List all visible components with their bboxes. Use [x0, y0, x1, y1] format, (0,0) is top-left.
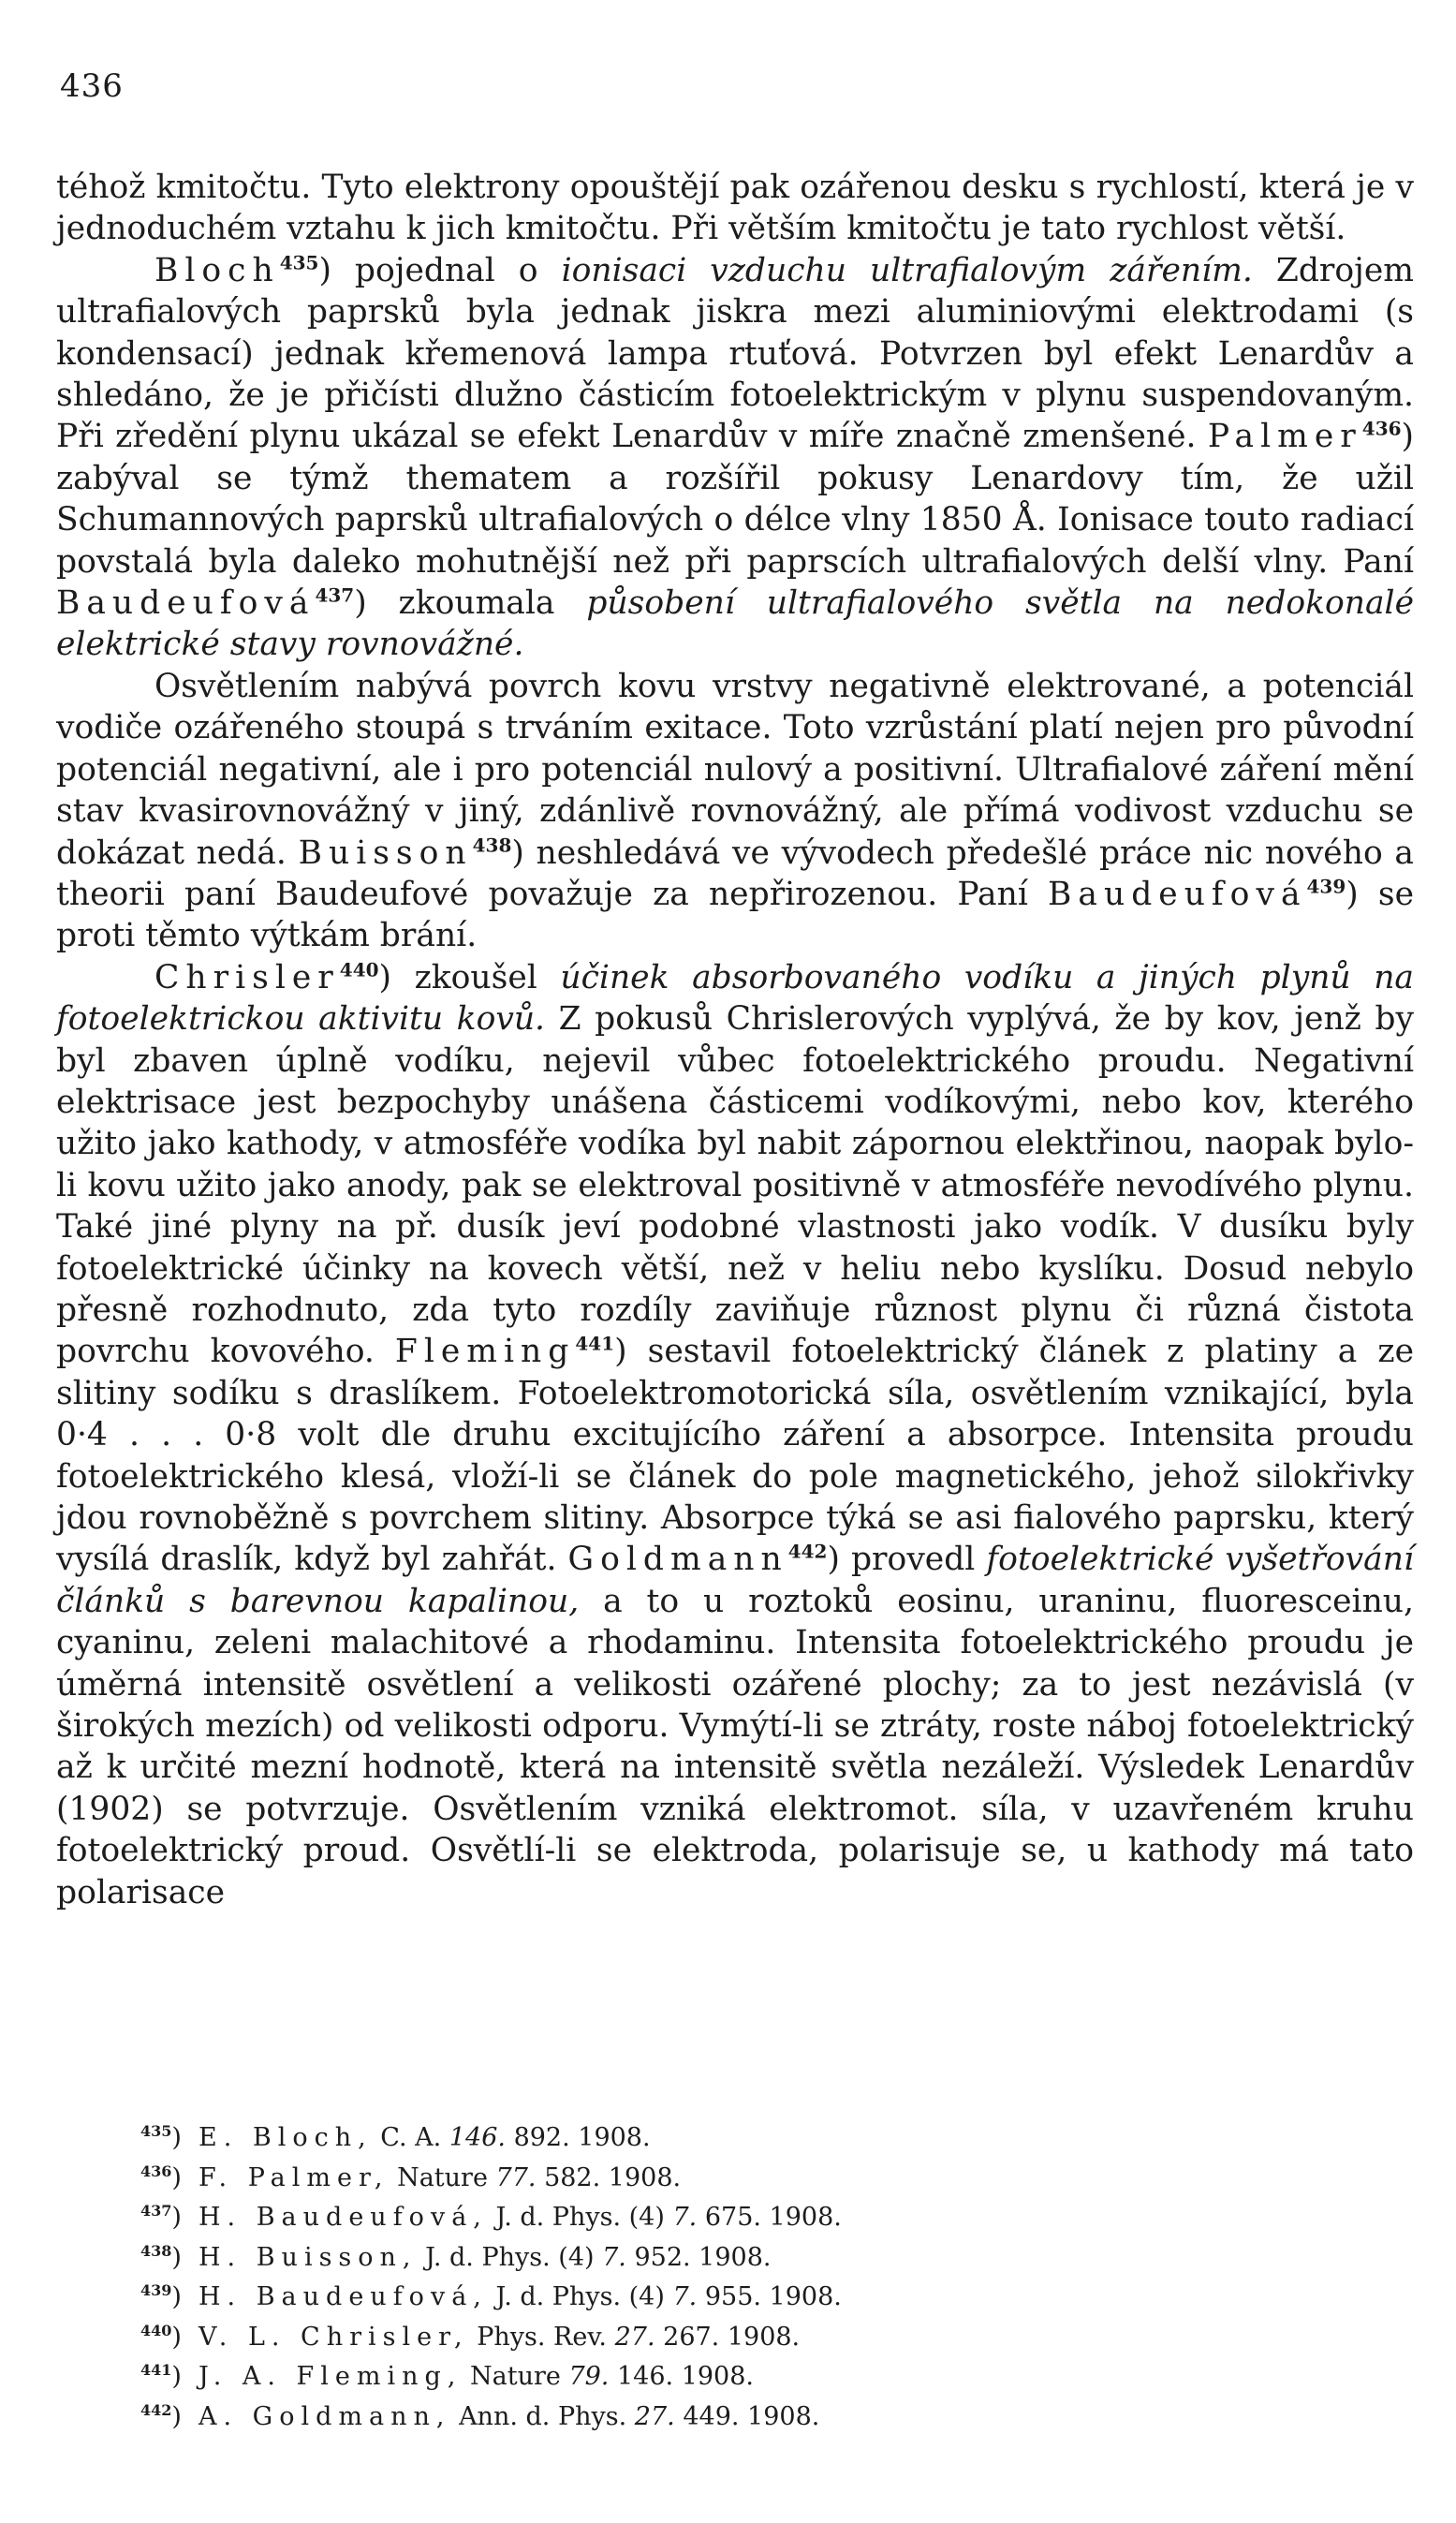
- footnote-number: 441: [140, 2361, 172, 2379]
- paragraph-2: [56, 250, 1414, 666]
- author-name: Chrisler: [154, 958, 340, 996]
- footnote-rest: 582. 1908.: [544, 2162, 682, 2192]
- footnote-author: A. Goldmann,: [199, 2401, 451, 2431]
- footnote-rest: 675. 1908.: [704, 2203, 842, 2232]
- footnote-volume: 7.: [602, 2242, 626, 2272]
- footnote-author: J. A. Fleming,: [199, 2362, 463, 2391]
- footnote-item: $^{441}$) J. A. Fleming, Nature 79. 146. 1908.: [140, 2361, 754, 2391]
- footnote-ref: 438: [472, 834, 512, 856]
- footnote-item: $^{435}$) E. Bloch, C. A. 146. 892. 1908.: [140, 2122, 651, 2152]
- footnote-ref: 441: [575, 1332, 615, 1355]
- footnote-volume: 77.: [495, 2162, 537, 2192]
- footnote-source: Phys. Rev.: [477, 2322, 607, 2352]
- emphasis-title: ionisaci vzduchu ultrafialovým zářením.: [561, 251, 1253, 289]
- footnote-item: $^{440}$) V. L. Chrisler, Phys. Rev. 27. 267. 1908.: [140, 2321, 801, 2352]
- text-run: ) zkoušel: [378, 958, 561, 996]
- footnote-number: 435: [140, 2122, 172, 2140]
- footnote-ref: 436: [1361, 417, 1402, 440]
- author-name: Bloch: [154, 251, 280, 289]
- footnote-volume: 7.: [672, 2203, 698, 2232]
- emphasis-title: fotoelektrické vyšetřování článků s barevnou kapalinou,: [56, 1541, 1414, 1620]
- footnote-volume: 27.: [634, 2401, 675, 2431]
- footnote-author: H. Baudeufová,: [199, 2203, 488, 2232]
- footnote-item: $^{436}$) F. Palmer, Nature 77. 582. 1908.: [140, 2162, 682, 2192]
- footnote-author: E. Bloch,: [199, 2123, 373, 2152]
- text-run: ) provedl: [827, 1541, 987, 1579]
- footnote-number: 442: [140, 2400, 172, 2419]
- text-run: ) zkoumala: [354, 584, 587, 623]
- footnote-rest: 955. 1908.: [704, 2282, 842, 2311]
- footnote-source: J. d. Phys. (4): [495, 2203, 665, 2232]
- footnote-author: V. L. Chrisler,: [199, 2322, 469, 2352]
- footnote-author: H. Buisson,: [199, 2242, 418, 2272]
- emphasis-title: působení ultrafialového světla na nedokonalé elektrické stavy rovnovážné.: [56, 584, 1415, 664]
- text-run: ) neshledává ve vývodech předešlé práce nic nového a theorii paní Baudeufové považuje za nepřirozenou. Paní: [56, 834, 1414, 913]
- text-run: Zdrojem ultrafialových paprsků byla jednak jiskra mezi aluminiovými elektrodami (s kondensací) jednak křemenová lampa rtuťová. Potvrzen byl efekt Lenardův a shledáno, že je přičísti dlužno částicím fotoelektrickým v plynu suspendovaným. Při zředění plynu ukázal se efekt Lenardův v míře značně zmenšené.: [56, 251, 1414, 456]
- author-name: Buisson: [298, 834, 473, 872]
- footnote-rest: 449. 1908.: [683, 2401, 820, 2431]
- text-run: ) se proti těmto výtkám brání.: [56, 875, 1414, 955]
- footnote-ref: 437: [315, 583, 355, 607]
- footnote-rest: 146. 1908.: [617, 2362, 754, 2391]
- text-run: ) zabýval se týmž thematem a rozšířil pokusy Lenardovy tím, že užil Schumannových paprsků ultrafialových o délce vlny 1850 Å. Ionisace touto radiací povstalá byla daleko mohutnější než při paprscích ultrafialových delší vlny. Paní: [56, 418, 1414, 581]
- footnote-item: $^{438}$) H. Buisson, J. d. Phys. (4) 7. 952. 1908.: [140, 2241, 772, 2272]
- paragraph-4: [56, 957, 1414, 1913]
- author-name: Baudeufová: [1048, 875, 1307, 913]
- footnote-source: Nature: [397, 2162, 488, 2192]
- footnote-volume: 79.: [568, 2362, 610, 2391]
- footnote-volume: 7.: [672, 2282, 698, 2311]
- author-name: Palmer: [1207, 418, 1362, 456]
- author-name: Baudeufová: [56, 584, 316, 623]
- paragraph-3: [56, 666, 1414, 957]
- footnote-volume: 27.: [614, 2322, 655, 2352]
- footnote-source: Ann. d. Phys.: [459, 2401, 627, 2431]
- text-run: ) sestavil fotoelektrický článek z platiny a ze slitiny sodíku s draslíkem. Fotoelektromotorická síla, osvětlením vznikající, byla 0·4 . . . 0·8 volt dle druhu excitujícího záření a absorpce. Intensita proudu fotoelektrického klesá, vloží-li se článek do pole magnetického, jehož silokřivky jdou rovnoběžně s povrchem slitiny. Absorpce týká se asi fialového paprsku, který vysílá draslík, když byl zahřát.: [56, 1333, 1414, 1579]
- author-name: Goldmann: [567, 1541, 788, 1579]
- footnote-source: C. A.: [380, 2123, 442, 2152]
- footnote-source: J. d. Phys. (4): [425, 2242, 595, 2272]
- body-text: [56, 167, 1414, 1913]
- author-name: Fleming: [394, 1333, 576, 1371]
- paragraph-text: téhož kmitočtu. Tyto elektrony opouštějí pak ozářenou desku s rychlostí, která je v jednoduchém vztahu k jich kmitočtu. Při větším kmitočtu je tato rychlost větší.: [56, 169, 1414, 248]
- footnote-volume: 146.: [449, 2123, 506, 2152]
- footnote-number: 440: [140, 2321, 172, 2339]
- paragraph-1: [56, 167, 1414, 250]
- footnote-ref: 440: [339, 958, 379, 981]
- footnote-item: $^{442}$) A. Goldmann, Ann. d. Phys. 27. 449. 1908.: [140, 2400, 820, 2431]
- footnote-rest: 267. 1908.: [663, 2322, 801, 2352]
- footnote-rest: 892. 1908.: [513, 2123, 651, 2152]
- text-run: a to u roztoků eosinu, uraninu, fluoresceinu, cyaninu, zeleni malachitové a rhodaminu. Intensita fotoelektrického proudu je úměrná intensitě osvětlení a velikosti ozářené plochy; za to jest nezávislá (v širokých mezích) od velikosti odporu. Vymýtí-li se ztráty, roste náboj fotoelektrický až k určité mezní hodnotě, která na intensitě světla nezáleží. Výsledek Lenardův (1902) se potvrzuje. Osvětlením vzniká elektromot. síla, v uzavřeném kruhu fotoelektrický proud. Osvětlí-li se elektroda, polarisuje se, u kathody má tato polarisace: [56, 1582, 1414, 1911]
- footnote-item: $^{439}$) H. Baudeufová, J. d. Phys. (4) 7. 955. 1908.: [140, 2281, 842, 2311]
- footnote-item: $^{437}$) H. Baudeufová, J. d. Phys. (4) 7. 675. 1908.: [140, 2202, 842, 2232]
- footnote-rest: 952. 1908.: [634, 2242, 772, 2272]
- footnote-number: 439: [140, 2281, 172, 2299]
- text-run: Z pokusů Chrislerových vyplývá, že by kov, jenž by byl zbaven úplně vodíku, nejevil vůbec fotoelektrického proudu. Negativní elektrisace jest bezpochyby unášena částicemi vodíkovými, nebo kov, kterého užito jako kathody, v atmosféře vodíka byl nabit zápornou elektřinou, naopak bylo-li kovu užito jako anody, pak se elektroval positivně v atmosféře nevodívého plynu. Také jiné plyny na př. dusík jeví podobné vlastnosti jako vodík. V dusíku byly fotoelektrické účinky na kovech větší, než v heliu nebo kyslíku. Dosud nebylo přesně rozhodnuto, zda tyto rozdíly zaviňuje různost plynu či různá čistota povrchu kovového.: [56, 1000, 1414, 1371]
- footnote-source: J. d. Phys. (4): [495, 2282, 665, 2311]
- footnote-author: F. Palmer,: [199, 2162, 390, 2192]
- footnote-ref: 442: [787, 1540, 828, 1563]
- footnote-ref: 435: [279, 251, 319, 274]
- footnote-number: 436: [140, 2162, 172, 2180]
- page-number: 436: [60, 67, 124, 105]
- text-run: ) pojednal o: [318, 251, 562, 289]
- footnote-author: H. Baudeufová,: [199, 2282, 488, 2311]
- footnote-ref: 439: [1306, 875, 1346, 898]
- footnote-number: 438: [140, 2241, 172, 2260]
- footnote-source: Nature: [470, 2362, 561, 2391]
- emphasis-title: účinek absorbovaného vodíku a jiných plynů na fotoelektrickou aktivitu kovů.: [56, 958, 1414, 1039]
- footnote-number: 437: [140, 2202, 172, 2220]
- footnotes: [140, 2115, 1358, 2433]
- text-run: Osvětlením nabývá povrch kovu vrstvy negativně elektrované, a potenciál vodiče ozářeného stoupá s trváním exitace. Toto vzrůstání platí nejen pro původní potenciál negativní, ale i pro potenciál nulový a positivní. Ultrafialové záření mění stav kvasirovnovážný v jiný, zdánlivě rovnovážný, ale přímá vodivost vzduchu se dokázat nedá.: [56, 667, 1414, 872]
